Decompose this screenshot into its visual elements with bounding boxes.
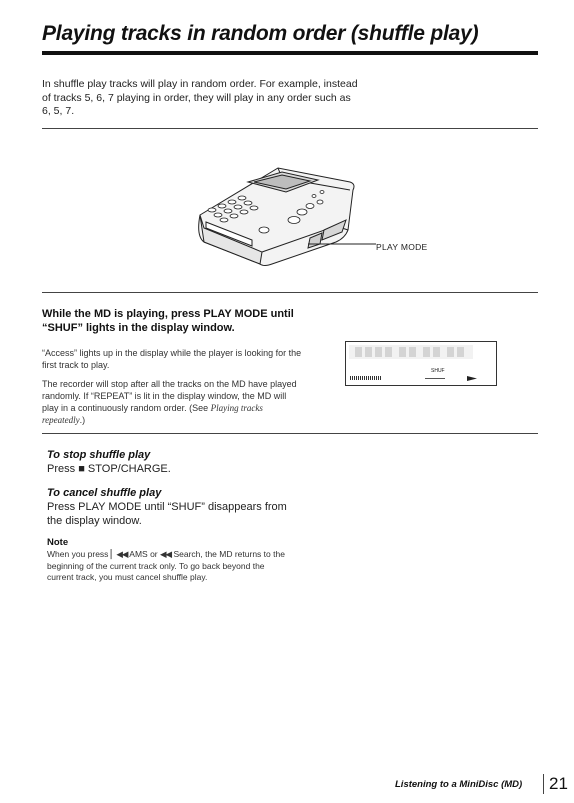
title-rule <box>42 51 538 55</box>
intro-paragraph: In shuffle play tracks will play in random order. For example, instead of tracks 5, 6, 7 playing in order, they will play in any order such as 6, 5, 7. <box>42 78 358 117</box>
note-heading: Note <box>47 537 69 548</box>
search-back-icon: ◀◀ <box>160 549 172 559</box>
stop-shuffle-text <box>47 462 297 476</box>
step-note-shuffle <box>42 378 302 426</box>
shuf-indicator: SHUF <box>431 368 445 374</box>
note-text-start: When you press <box>47 549 111 559</box>
page-number: 21 <box>549 774 568 793</box>
section-divider-1 <box>42 128 538 129</box>
page-title: Playing tracks in random order (shuffle play) <box>42 22 479 45</box>
play-mode-callout-label: PLAY MODE <box>376 242 428 252</box>
step-note-end: .) <box>79 415 86 425</box>
footer-divider <box>543 774 544 794</box>
stop-shuffle-heading: To stop shuffle play <box>47 449 151 461</box>
note-text-mid: AMS or <box>127 549 160 559</box>
md-player-illustration <box>190 160 380 270</box>
stop-charge-label: STOP/CHARGE. <box>84 463 171 475</box>
note-text <box>47 549 287 584</box>
footer-section-label: Listening to a MiniDisc (MD) <box>395 779 523 790</box>
ams-back-icon: ▏◀◀ <box>110 549 128 559</box>
cancel-shuffle-heading: To cancel shuffle play <box>47 487 162 499</box>
section-divider-2 <box>42 292 538 293</box>
note-text-end: Search, the MD returns to the beginning of the current track only. To go back beyond the current track, you must cancel shuffle play. <box>47 549 285 582</box>
step-note-text: The recorder will stop after all the tracks on the MD have played randomly. If “REPEAT” is lit in the display window, the MD will play in a continuously random order. (See <box>42 379 297 413</box>
stop-icon: ■ <box>78 463 85 475</box>
cancel-shuffle-text: Press PLAY MODE until “SHUF” disappears from the display window. <box>47 501 287 527</box>
stop-shuffle-press: Press <box>47 463 79 475</box>
section-divider-3 <box>42 433 538 434</box>
step-note-access: “Access” lights up in the display while the player is looking for the first track to play. <box>42 348 302 370</box>
display-window-illustration <box>345 339 497 389</box>
step-heading: While the MD is playing, press PLAY MODE until “SHUF” lights in the display window. <box>42 308 294 334</box>
step-note-reference: Playing tracks repeatedly <box>42 403 263 425</box>
